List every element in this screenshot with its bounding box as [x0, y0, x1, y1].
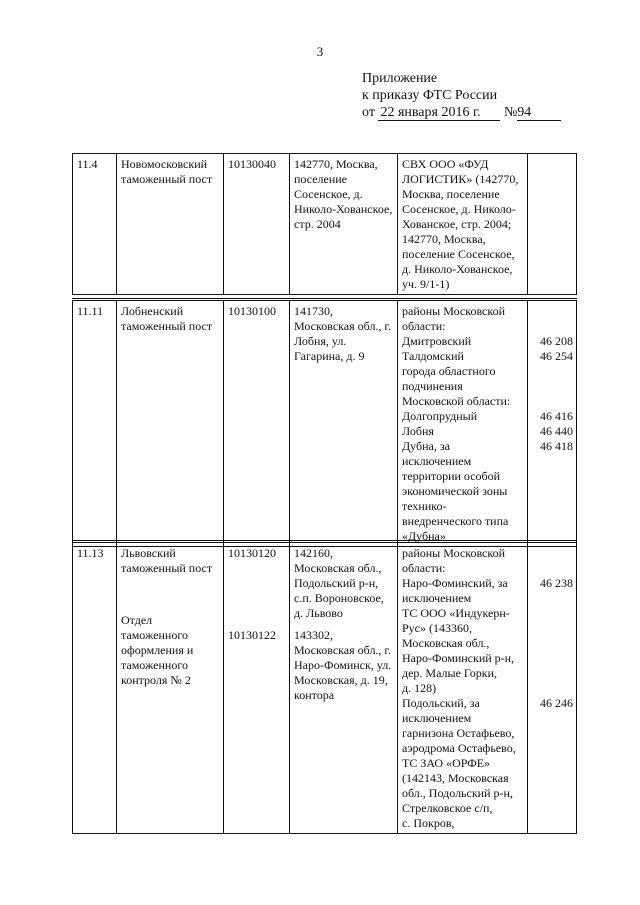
customs-table-block-11-11	[72, 298, 577, 547]
okato-code	[532, 636, 573, 651]
zone-line: территории особой	[402, 469, 501, 483]
sub-post-name: Отдел таможенного оформления и таможенного контроля № 2	[121, 613, 194, 687]
zone-line: с. Покров,	[402, 816, 455, 830]
zone-line: Наро-Фоминский, за	[402, 576, 508, 590]
okato-code	[532, 816, 573, 831]
post-address: 142160, Московская обл., Подольский р-н, с.п. Вороновское, д. Львово	[294, 546, 384, 620]
zone-line: дер. Малые Горки,	[402, 666, 498, 680]
okato-code	[532, 741, 573, 756]
zone-line: ТС ЗАО «ОРФЕ»	[402, 756, 491, 770]
okato-code	[532, 394, 573, 409]
okato-code	[532, 756, 573, 771]
post-name-cell	[117, 542, 224, 834]
okato-code	[532, 726, 573, 741]
zone-line: «Дубна»	[402, 529, 446, 543]
okato-code	[532, 484, 573, 499]
post-code: 10130100	[224, 300, 290, 547]
zone-line: ТС ООО «Индукерн-	[402, 606, 510, 620]
okato-code	[532, 319, 573, 334]
post-code: 10130040	[224, 154, 290, 295]
table-row	[73, 542, 577, 834]
zone-lines	[402, 546, 524, 831]
zone-line: исключением	[402, 454, 472, 468]
okato-code	[532, 621, 573, 636]
okato-codes	[532, 546, 573, 831]
okato-code	[532, 454, 573, 469]
zone-line: Лобня	[402, 424, 434, 438]
zone-line: Дмитровский	[402, 334, 472, 348]
okato-code	[532, 379, 573, 394]
zone-line: районы Московской	[402, 546, 506, 560]
post-name: Новомосковский таможенный пост	[117, 154, 224, 295]
okato-code	[532, 561, 573, 576]
zone-line: подчинения	[402, 379, 463, 393]
header-num-sign: №	[503, 105, 518, 120]
zone-of-activity	[398, 300, 528, 547]
okato-code	[532, 681, 573, 696]
sub-post-address: 143302, Московская обл., г. Наро-Фоминск, ул. Московская, д. 19, контора	[294, 628, 392, 702]
okato-code	[532, 651, 573, 666]
post-address: 141730, Московская обл., г. Лобня, ул. Гагарина, д. 9	[290, 300, 398, 547]
row-number: 11.11	[73, 300, 117, 547]
order-number: 94	[517, 106, 561, 121]
header-date-line	[362, 104, 561, 121]
okato-code: 46 440	[540, 424, 573, 438]
order-date: 22 января 2016 г.	[378, 106, 500, 121]
post-name: Лобненский таможенный пост	[117, 300, 224, 547]
okato-code: 46 416	[540, 409, 573, 423]
okato-code	[532, 591, 573, 606]
zone-line: Дубна, за	[402, 439, 450, 453]
zone-line: (142143, Московская	[402, 771, 509, 785]
post-address-cell	[290, 542, 398, 834]
zone-line: экономической зоны	[402, 484, 508, 498]
okato-codes	[532, 304, 573, 544]
header-line1: Приложение	[362, 71, 438, 86]
zone-line: гарнизона Остафьево,	[402, 726, 515, 740]
table-row	[73, 300, 577, 547]
okato-code: 46 246	[540, 696, 573, 710]
sub-post-code: 10130122	[228, 628, 276, 642]
zone-lines	[402, 304, 524, 544]
okato-code	[532, 711, 573, 726]
okato-code: 46 254	[540, 349, 573, 363]
zone-line: области:	[402, 561, 446, 575]
okato-code	[532, 514, 573, 529]
row-number: 11.4	[73, 154, 117, 295]
table-row	[73, 154, 577, 295]
row-number: 11.13	[73, 542, 117, 834]
zone-line: технико-	[402, 499, 447, 513]
okato-cell	[528, 300, 577, 547]
zone-line: города областного	[402, 364, 496, 378]
zone-line: Долгопрудный	[402, 409, 478, 423]
okato-code	[532, 546, 573, 561]
zone-line: районы Московской	[402, 304, 506, 318]
post-code: 10130120	[228, 546, 276, 560]
okato-code	[532, 801, 573, 816]
okato-code	[532, 469, 573, 484]
zone-line: Талдомский	[402, 349, 464, 363]
zone-of-activity	[398, 542, 528, 834]
page-number: 3	[316, 44, 324, 59]
okato-cell	[528, 154, 577, 295]
okato-code	[532, 786, 573, 801]
okato-code	[532, 771, 573, 786]
zone-line: Московская обл.,	[402, 636, 490, 650]
okato-cell	[528, 542, 577, 834]
zone-line: исключением	[402, 711, 472, 725]
zone-line: обл., Подольский р-н,	[402, 786, 513, 800]
zone-line: Стрелковское с/п,	[402, 801, 493, 815]
okato-code	[532, 364, 573, 379]
zone-line: Рус» (143360,	[402, 621, 472, 635]
zone-line: Наро-Фоминский р-н,	[402, 651, 515, 665]
okato-code	[532, 606, 573, 621]
post-code-cell	[224, 542, 290, 834]
zone-line: аэродрома Остафьево,	[402, 741, 516, 755]
header-ot: от	[362, 105, 375, 120]
post-address: 142770, Москва, поселение Сосенское, д. Николо-Хованское, стр. 2004	[290, 154, 398, 295]
zone-line: области:	[402, 319, 446, 333]
zone-line: Московской области:	[402, 394, 511, 408]
customs-table-block-11-13	[72, 540, 577, 834]
post-name: Львовский таможенный пост	[121, 546, 213, 575]
zone-line: внедренческого типа	[402, 514, 509, 528]
okato-code	[532, 499, 573, 514]
zone-of-activity: СВХ ООО «ФУД ЛОГИСТИК» (142770, Москва, поселение Сосенское, д. Николо-Хованское, стр. 2004; 142770, Москва, поселение Сосенское, д. Николо-Хованское, уч. 9/1-1)	[398, 154, 528, 295]
okato-code: 46 418	[540, 439, 573, 453]
header-line2: к приказу ФТС России	[362, 88, 498, 103]
okato-code: 46 238	[540, 576, 573, 590]
zone-line: Подольский, за	[402, 696, 480, 710]
okato-code: 46 208	[540, 334, 573, 348]
okato-code	[532, 666, 573, 681]
zone-line: исключением	[402, 591, 472, 605]
okato-code	[532, 304, 573, 319]
zone-line: д. 128)	[402, 681, 437, 695]
customs-table-block-11-4	[72, 153, 577, 295]
approval-header	[362, 70, 561, 121]
